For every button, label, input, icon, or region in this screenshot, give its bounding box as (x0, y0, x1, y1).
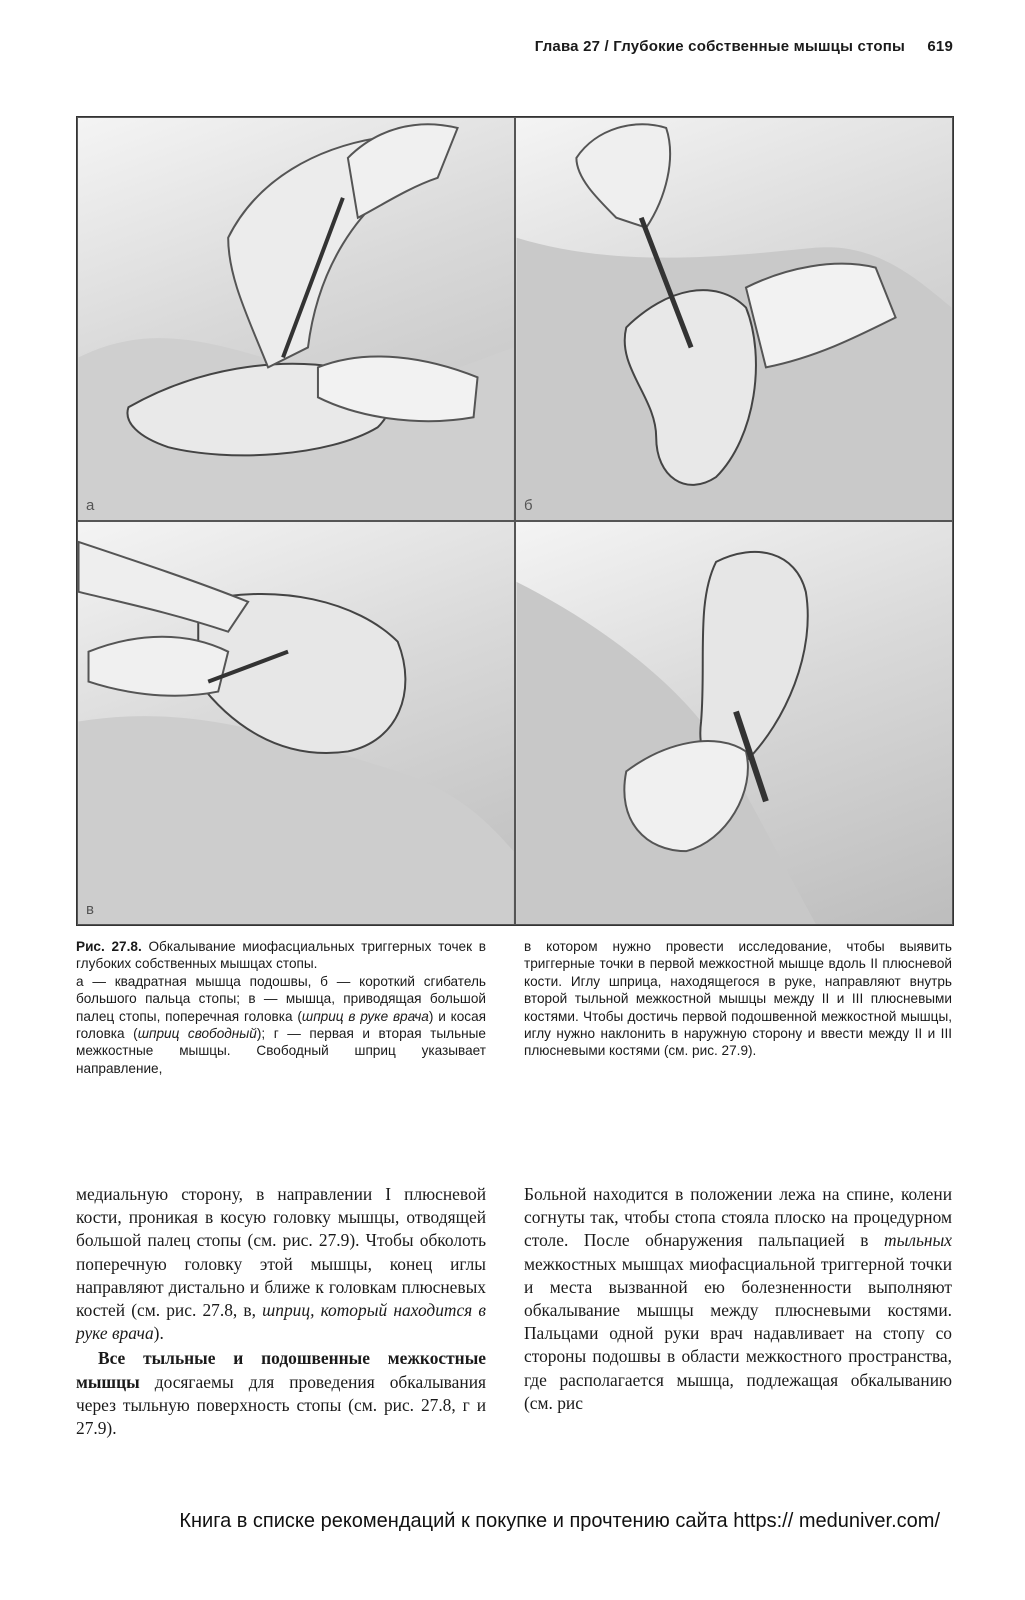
body-text: межкостных мышцах миофасциальной триггерной точки и места вызванной ею болезненности выполняют обкалывание мышцы между плюсневыми костями. Пальцами одной руки врач надавливает на стопу со стороны подошвы в области межкостного пространства, где располагается мышца, подлежащая обкалыванию (см. рис (524, 1253, 952, 1413)
illustration-foot-injection-d (516, 522, 952, 924)
caption-text: ); г — первая и вторая тыльные межкостные мышцы. Свободный шприц указывает направление, (76, 1026, 486, 1076)
figure-caption-right (524, 938, 952, 1060)
figure-panel-c (77, 521, 515, 925)
caption-title-para (76, 938, 486, 973)
running-header (535, 38, 953, 55)
body-column-right (524, 1183, 952, 1415)
caption-italic: шприц в руке врача (301, 1008, 429, 1024)
body-text: Больной находится в положении лежа на спине, колени согнуты так, чтобы стопа стояла плоско на процедурном столе. После обнаружения пальпацией в (524, 1184, 952, 1251)
body-paragraph (76, 1183, 486, 1345)
panel-label-a: а (86, 497, 95, 514)
body-column-left (76, 1183, 486, 1440)
figure-27-8 (76, 116, 954, 926)
figure-number: Рис. 27.8. (76, 939, 142, 954)
body-bold: Все тыльные и подошвенные межкостные мышцы (76, 1348, 486, 1392)
caption-legend (76, 973, 486, 1077)
figure-panel-d (515, 521, 953, 925)
caption-text: ) и косая головка ( (76, 1008, 486, 1042)
panel-label-c: в (86, 901, 94, 918)
chapter-title: Глава 27 / Глубокие собственные мышцы стопы (534, 38, 905, 55)
illustration-foot-injection-b (516, 118, 952, 520)
caption-italic: шприц свободный (137, 1026, 257, 1042)
footer-note: Книга в списке рекомендаций к покупке и прочтению сайта https:// meduniver.com/ (179, 1510, 940, 1532)
body-paragraph (524, 1183, 952, 1415)
body-text: досягаемы для проведения обкалывания через тыльную поверхность стопы (см. рис. 27.8, г и 27.9). (76, 1371, 486, 1439)
body-text: ). (153, 1323, 164, 1344)
body-italic: тыльных (884, 1230, 952, 1251)
caption-title: Обкалывание миофасциальных триггерных точек в глубоких собственных мышцах стопы. (76, 939, 486, 972)
body-text: медиальную сторону, в направлении I плюсневой кости, проникая в косую головку мышцы, отводящей большой палец стопы (см. рис. 27.9). Чтобы обколоть поперечную головку этой мышцы, конец иглы направляют дистально и ближе к головкам плюсневых костей (см. рис. 27.8, в, (76, 1184, 486, 1321)
panel-label-b: б (524, 497, 533, 514)
illustration-foot-injection-a (78, 118, 514, 520)
figure-caption-left (76, 938, 486, 1077)
figure-panel-a (77, 117, 515, 521)
body-italic: шприц, который находится в руке врача (76, 1300, 486, 1344)
figure-panel-b (515, 117, 953, 521)
caption-continuation: в котором нужно провести исследование, чтобы выявить триггерные точки в первой межкостной мышце вдоль II плюсневой кости. Иглу шприца, находящегося в руке, направляют внутрь второй тыльной межкостной мышцы между II и III плюсневыми костями. Чтобы достичь первой подошвенной межкостной мышцы, иглу нужно наклонить в наружную сторону и ввести между II и III плюсневыми костями (см. рис. 27.9). (524, 939, 952, 1059)
body-paragraph (76, 1347, 486, 1440)
page-number: 619 (927, 38, 953, 55)
caption-text: а — квадратная мышца подошвы, б — короткий сгибатель большого пальца стопы; в — мышца, приводящая большой палец стопы, поперечная головка ( (76, 973, 486, 1024)
illustration-foot-injection-c (78, 522, 514, 924)
